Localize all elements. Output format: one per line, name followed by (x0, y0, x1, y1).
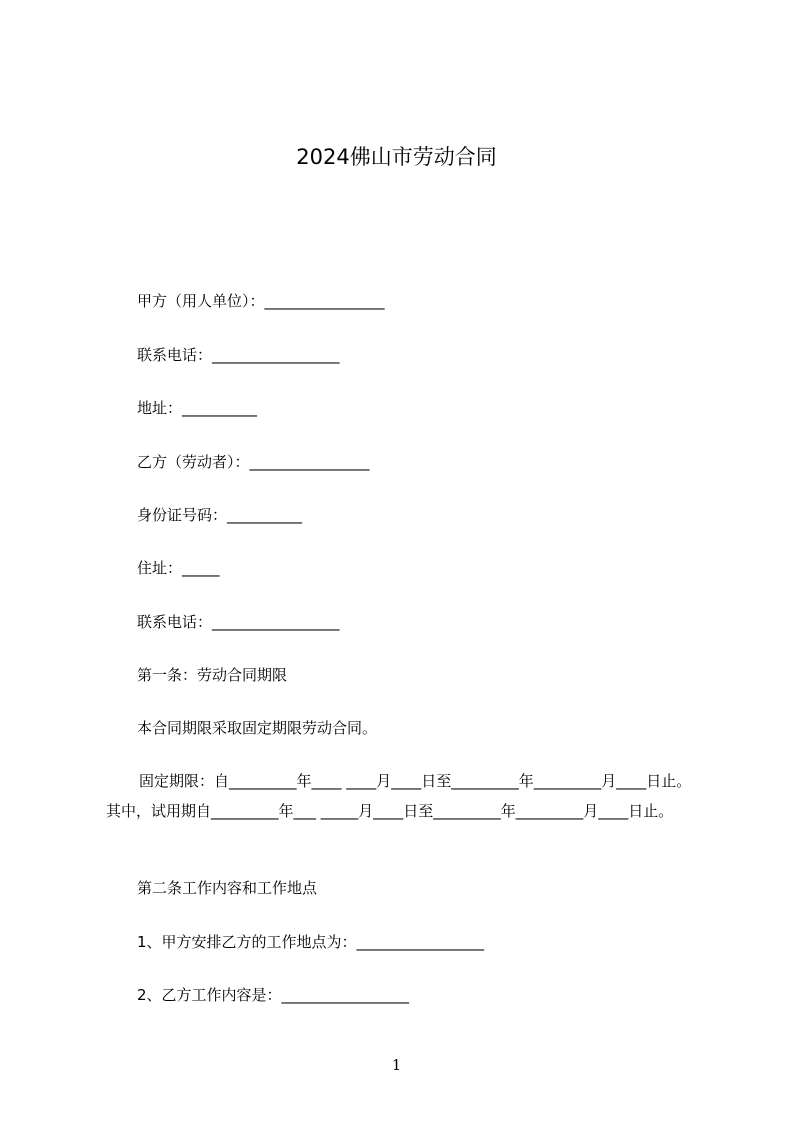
article-1-heading: 第一条：劳动合同期限 (137, 666, 288, 684)
party-b-phone-field: 联系电话：_________________ (137, 613, 340, 631)
article-2-item-2: 2、乙方工作内容是：_________________ (137, 986, 410, 1004)
article-2-item-1: 1、甲方安排乙方的工作地点为：_________________ (137, 933, 485, 951)
article-1-intro: 本合同期限采取固定期限劳动合同。 (137, 719, 378, 737)
page-number: 1 (391, 1056, 402, 1074)
article-2-heading: 第二条工作内容和工作地点 (137, 879, 318, 897)
party-b-address-field: 住址：_____ (137, 559, 220, 577)
party-a-field: 甲方（用人单位）：________________ (137, 292, 385, 310)
document-title: 2024佛山市劳动合同 (296, 145, 497, 169)
article-1-term-paragraph: 固定期限：自_________年____ ____月____日至_________年_________月____日止。其中，试用期自_________年___ _____月____日至_________年_________月____日止。 (106, 772, 692, 820)
party-a-phone-field: 联系电话：_________________ (137, 346, 340, 364)
party-a-address-field: 地址：__________ (137, 399, 258, 417)
id-number-field: 身份证号码：__________ (137, 506, 303, 524)
party-b-field: 乙方（劳动者）：________________ (137, 453, 370, 471)
